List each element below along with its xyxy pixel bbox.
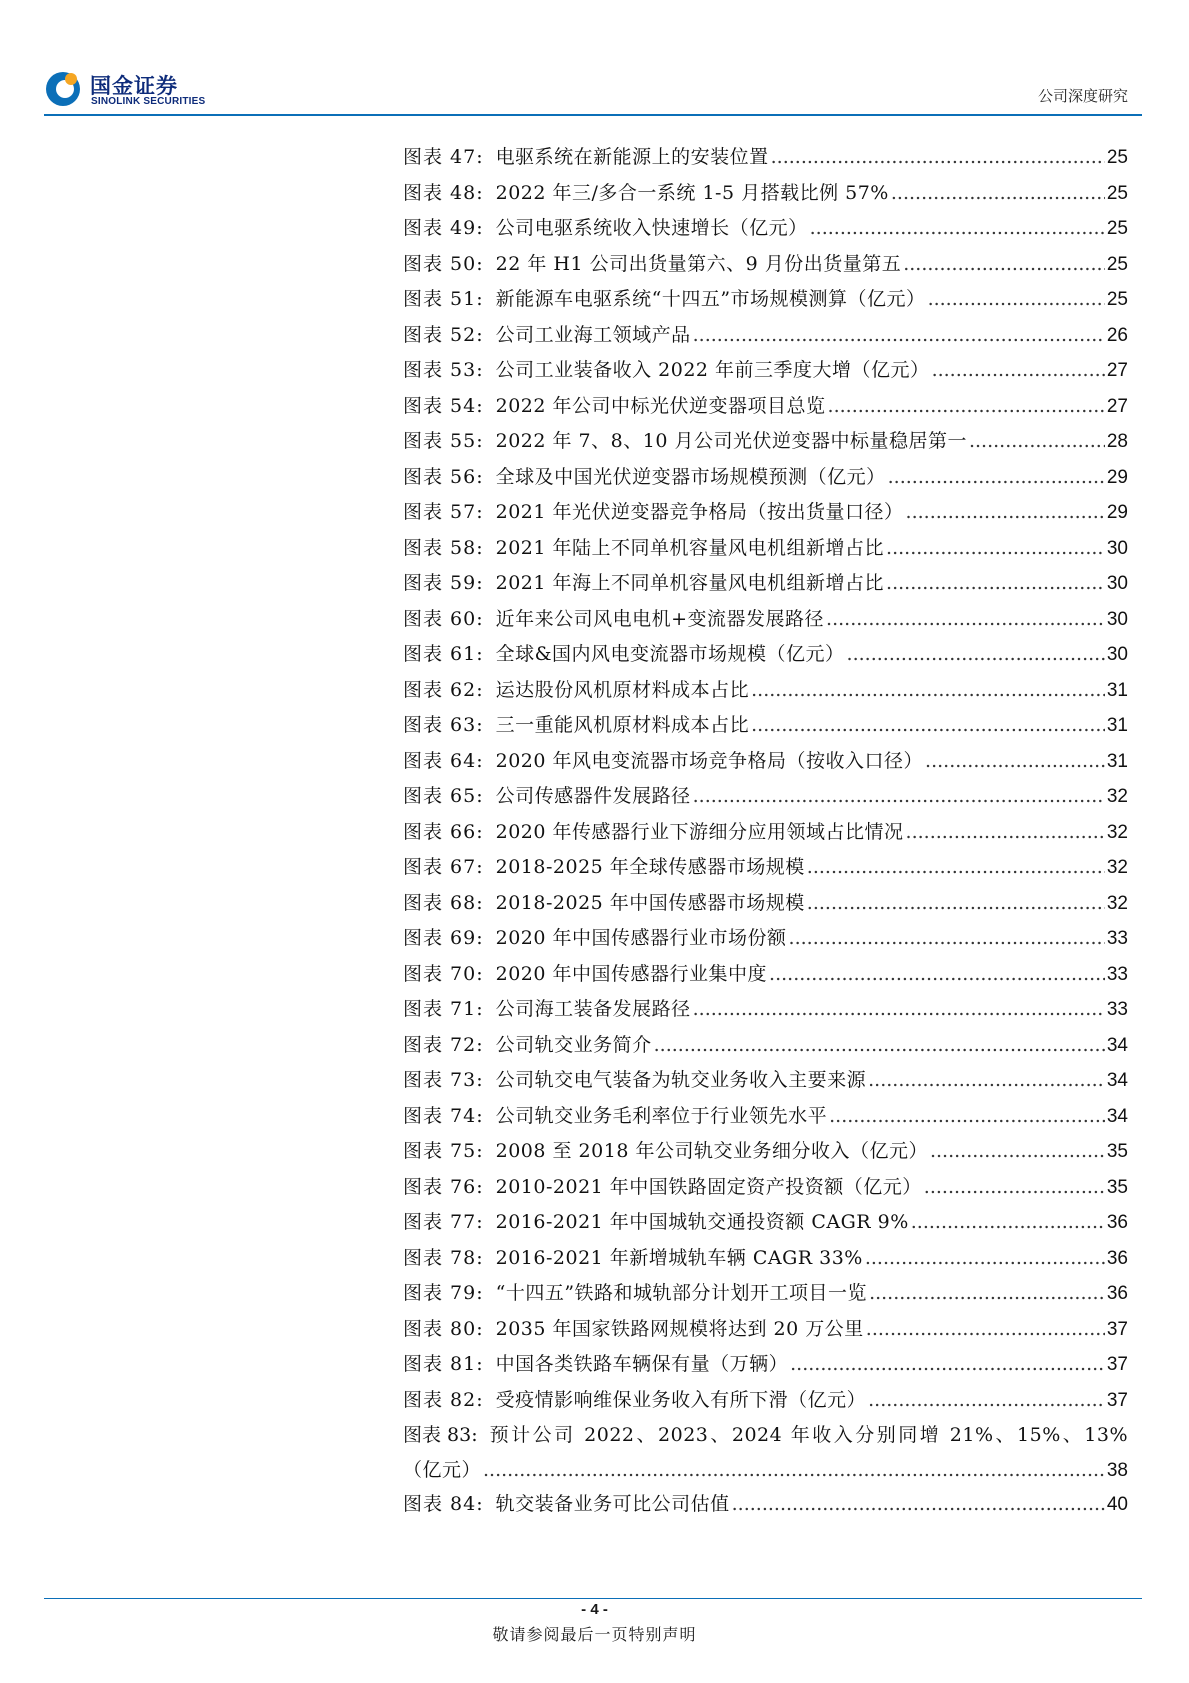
toc-leader-dots [771,140,1105,176]
toc-entry-label: 图表 57: [403,501,484,523]
toc-entry-label: 图表 70: [403,962,484,985]
toc-entry-label: 图表 47: [403,146,484,168]
toc-entry-page: 25 [1106,289,1128,310]
toc-entry-label: 图表 58: [403,536,484,559]
toc-entry-page: 38 [1106,1460,1128,1481]
toc-entry[interactable] [403,957,1128,993]
toc-entry-page: 25 [1106,182,1128,204]
toc-entry-label: 图表 81: [403,1353,484,1375]
toc-entry-label: 图表 66: [403,820,484,843]
toc-leader-dots [829,1099,1105,1135]
toc-entry-title: 2020 年传感器行业下游细分应用领域占比情况 [495,820,904,843]
toc-entry[interactable] [403,495,1128,531]
toc-leader-dots [693,779,1105,815]
toc-entry-label: 图表 59: [403,572,484,594]
toc-entry[interactable] [403,1205,1128,1241]
toc-leader-dots [807,850,1105,886]
toc-entry[interactable] [403,673,1128,709]
toc-entry[interactable] [403,247,1128,283]
toc-entry[interactable] [403,1487,1128,1523]
toc-entry-title: 2021 年海上不同单机容量风电机组新增占比 [495,572,885,594]
toc-leader-dots [654,1028,1105,1064]
logo-english-name: SINOLINK SECURITIES [91,96,206,107]
toc-entry-page: 33 [1106,999,1128,1020]
toc-entry-page: 34 [1106,1105,1128,1127]
toc-leader-dots [483,1453,1105,1487]
toc-entry-label: 图表 82: [403,1388,484,1411]
toc-entry[interactable] [403,1347,1128,1383]
toc-entry-label: 图表 84: [403,1493,484,1515]
toc-entry-title-continuation: （亿元） [403,1459,482,1481]
toc-entry-title: 公司传感器件发展路径 [495,785,691,807]
toc-leader-dots [891,176,1105,212]
toc-entry-label: 图表 71: [403,998,484,1020]
toc-entry-page: 32 [1106,892,1128,914]
toc-entry[interactable] [403,531,1128,567]
toc-entry-title: 公司工业海工领域产品 [495,323,691,346]
toc-entry[interactable] [403,815,1128,851]
toc-entry-title: 2021 年陆上不同单机容量风电机组新增占比 [495,536,885,559]
toc-entry-label: 图表 48: [403,181,484,204]
toc-entry[interactable] [403,140,1128,176]
toc-entry-label: 图表 67: [403,856,484,878]
toc-leader-dots [865,1241,1105,1277]
toc-entry[interactable] [403,744,1128,780]
toc-leader-dots [869,1276,1105,1312]
toc-entry[interactable] [403,850,1128,886]
toc-entry-page: 36 [1106,1283,1128,1304]
toc-entry-title: 2008 至 2018 年公司轨交业务细分收入（亿元） [495,1140,928,1162]
toc-entry-title: 22 年 H1 公司出货量第六、9 月份出货量第五 [495,252,902,275]
toc-entry-title: 2035 年国家铁路网规模将达到 20 万公里 [495,1317,864,1340]
toc-entry[interactable] [403,1383,1128,1419]
toc-entry-page: 30 [1106,608,1128,630]
toc-entry-title: 公司轨交电气装备为轨交业务收入主要来源 [495,1069,867,1091]
toc-entry-page: 40 [1106,1494,1128,1515]
toc-entry-page: 25 [1106,147,1128,168]
toc-entry-label: 图表 65: [403,785,484,807]
toc-entry[interactable] [403,566,1128,602]
toc-entry-label: 图表 51: [403,288,484,310]
toc-entry-page: 33 [1106,963,1128,985]
toc-entry-page: 26 [1106,324,1128,346]
company-logo [44,68,216,112]
toc-entry[interactable] [403,1276,1128,1312]
toc-entry-page: 37 [1106,1318,1128,1340]
toc-leader-dots [847,637,1105,673]
toc-entry-label: 图表 53: [403,359,484,381]
toc-entry-page: 36 [1106,1247,1128,1269]
toc-entry-label: 图表 74: [403,1104,484,1127]
toc-leader-dots [903,247,1105,283]
toc-leader-dots [769,957,1105,993]
toc-entry[interactable] [403,921,1128,957]
toc-entry-label: 图表 61: [403,643,484,665]
toc-entry-page: 27 [1106,395,1128,417]
toc-leader-dots [906,815,1105,851]
toc-entry-label: 图表 79: [403,1282,484,1304]
toc-entry[interactable] [403,282,1128,318]
toc-leader-dots [866,1312,1105,1348]
toc-entry-label: 图表 77: [403,1211,484,1233]
toc-entry-label: 图表 78: [403,1246,484,1269]
toc-entry-label: 图表 69: [403,927,484,949]
toc-entry-title: 2010-2021 年中国铁路固定资产投资额（亿元） [495,1175,922,1198]
toc-entry-title: 预计公司 2022、2023、2024 年收入分别同增 21%、15%、13% [489,1424,1128,1446]
toc-entry[interactable] [403,1099,1128,1135]
toc-entry-page: 31 [1106,679,1128,701]
logo-chinese-name: 国金证券 [90,74,178,98]
toc-entry-title: 新能源车电驱系统“十四五”市场规模测算（亿元） [495,288,926,310]
toc-entry-label: 图表 55: [403,430,484,452]
toc-entry-label: 图表 72: [403,1033,484,1056]
toc-leader-dots [828,389,1105,425]
toc-entry-page: 29 [1106,502,1128,523]
toc-entry-page: 30 [1106,644,1128,665]
toc-entry-title: 公司工业装备收入 2022 年前三季度大增（亿元） [495,359,930,381]
toc-entry-title: 运达股份风机原材料成本占比 [495,678,750,701]
toc-entry-title: 2022 年公司中标光伏逆变器项目总览 [495,394,826,417]
toc-leader-dots [826,602,1105,638]
toc-entry[interactable] [403,318,1128,354]
toc-entry-title: 全球及中国光伏逆变器市场规模预测（亿元） [495,465,886,488]
toc-leader-dots [789,921,1105,957]
toc-entry-page: 32 [1106,786,1128,807]
toc-entry-page: 31 [1106,715,1128,736]
toc-entry-label: 图表 68: [403,891,484,914]
toc-entry[interactable] [403,176,1128,212]
toc-entry-page: 27 [1106,360,1128,381]
toc-entry-title: 2022 年 7、8、10 月公司光伏逆变器中标量稳居第一 [495,430,967,452]
toc-entry-page: 25 [1106,253,1128,275]
toc-leader-dots [751,708,1105,744]
toc-entry-label: 图表 73: [403,1069,484,1091]
page-number: - 4 - [581,1601,608,1618]
toc-entry[interactable] [403,1241,1128,1277]
toc-entry[interactable] [403,389,1128,425]
toc-entry-page: 36 [1106,1212,1128,1233]
toc-leader-dots [807,886,1105,922]
toc-leader-dots [693,992,1105,1028]
toc-leader-dots [868,1383,1105,1419]
toc-entry-title: 2020 年中国传感器行业集中度 [495,962,768,985]
toc-entry[interactable] [403,1312,1128,1348]
toc-entry-label: 图表 62: [403,678,484,701]
toc-leader-dots [790,1347,1105,1383]
toc-leader-dots [969,424,1105,460]
header-divider [44,114,1142,116]
report-type: 公司深度研究 [1037,87,1128,105]
toc-entry-title: 中国各类铁路车辆保有量（万辆） [495,1353,789,1375]
toc-entry-label: 图表 49: [403,217,484,239]
toc-entry-page: 30 [1106,573,1128,594]
toc-entry-label: 图表 83: [403,1424,478,1446]
toc-entry-title: 2021 年光伏逆变器竞争格局（按出货量口径） [495,501,904,523]
toc-entry-title: 2016-2021 年中国城轨交通投资额 CAGR 9% [495,1211,909,1233]
toc-entry-page: 32 [1106,821,1128,843]
toc-entry-title: 2020 年中国传感器行业市场份额 [495,927,787,949]
toc-entry[interactable] [403,779,1128,815]
toc-entry[interactable] [403,602,1128,638]
toc-entry[interactable] [403,708,1128,744]
toc-entry[interactable] [403,1063,1128,1099]
toc-entry-title: 受疫情影响维保业务收入有所下滑（亿元） [495,1388,867,1411]
toc-entry-page: 37 [1106,1389,1128,1411]
toc-entry-label: 图表 54: [403,394,484,417]
toc-entry-label: 图表 63: [403,714,484,736]
toc-leader-dots [928,282,1105,318]
toc-entry-page: 32 [1106,857,1128,878]
toc-leader-dots [888,460,1105,496]
toc-entry-page: 34 [1106,1070,1128,1091]
toc-entry-title: 轨交装备业务可比公司估值 [495,1493,730,1515]
toc-entry-title: 2020 年风电变流器市场竞争格局（按收入口径） [495,749,924,772]
toc-leader-dots [930,1134,1105,1170]
toc-entry-page: 30 [1106,537,1128,559]
toc-entry[interactable] [403,424,1128,460]
toc-entry-title: “十四五”铁路和城轨部分计划开工项目一览 [495,1282,868,1304]
toc-entry-title: 全球&国内风电变流器市场规模（亿元） [495,643,845,665]
toc-entry[interactable] [403,1170,1128,1206]
footer-disclaimer: 敬请参阅最后一页特别声明 [492,1625,697,1644]
toc-entry[interactable] [403,353,1128,389]
toc-leader-dots [924,1170,1105,1206]
toc-entry-label: 图表 75: [403,1140,484,1162]
toc-entry-label: 图表 76: [403,1175,484,1198]
toc-leader-dots [751,673,1105,709]
toc-entry-title: 公司海工装备发展路径 [495,998,691,1020]
toc-entry[interactable] [403,1134,1128,1170]
toc-leader-dots [886,531,1105,567]
toc-entry-label: 图表 52: [403,323,484,346]
toc-entry-title: 公司电驱系统收入快速增长（亿元） [495,217,808,239]
footer-divider [44,1598,1142,1599]
toc-entry-label: 图表 56: [403,465,484,488]
toc-entry-page: 31 [1106,750,1128,772]
toc-entry-page: 33 [1106,928,1128,949]
toc-entry-page: 37 [1106,1354,1128,1375]
toc-entry-wrapped[interactable] [403,1418,1128,1487]
toc-entry-title: 公司轨交业务简介 [495,1033,652,1056]
toc-entry[interactable] [403,637,1128,673]
toc-leader-dots [925,744,1105,780]
toc-entry-label: 图表 60: [403,607,484,630]
toc-entry-title: 2018-2025 年全球传感器市场规模 [495,856,805,878]
toc-entry-page: 25 [1106,218,1128,239]
toc-entry[interactable] [403,460,1128,496]
toc-leader-dots [911,1205,1105,1241]
toc-entry-page: 29 [1106,466,1128,488]
page-header [0,0,1189,120]
toc-leader-dots [886,566,1105,602]
toc-entry-title: 电驱系统在新能源上的安装位置 [495,146,769,168]
toc-leader-dots [906,495,1105,531]
toc-entry[interactable] [403,886,1128,922]
toc-entry-page: 34 [1106,1034,1128,1056]
toc-leader-dots [868,1063,1105,1099]
toc-entry[interactable] [403,1028,1128,1064]
sinolink-logo-icon [44,68,84,108]
toc-entry-page: 28 [1106,431,1128,452]
toc-leader-dots [732,1487,1105,1523]
toc-entry[interactable] [403,992,1128,1028]
toc-entry-label: 图表 80: [403,1317,484,1340]
toc-leader-dots [932,353,1105,389]
toc-entry-page: 35 [1106,1141,1128,1162]
toc-entry-title: 2018-2025 年中国传感器市场规模 [495,891,805,914]
toc-entry-title: 2022 年三/多合一系统 1-5 月搭载比例 57% [495,181,889,204]
toc-entry-page: 35 [1106,1176,1128,1198]
toc-entry-title: 三一重能风机原材料成本占比 [495,714,750,736]
toc-entry-label: 图表 64: [403,749,484,772]
toc-leader-dots [810,211,1105,247]
toc-entry[interactable] [403,211,1128,247]
toc-entry-title: 近年来公司风电电机+变流器发展路径 [495,607,825,630]
toc-leader-dots [693,318,1105,354]
toc-entry-title: 2016-2021 年新增城轨车辆 CAGR 33% [495,1246,863,1269]
toc-entry-label: 图表 50: [403,252,484,275]
toc-entry-title: 公司轨交业务毛利率位于行业领先水平 [495,1104,828,1127]
table-of-figures [403,140,1128,1523]
